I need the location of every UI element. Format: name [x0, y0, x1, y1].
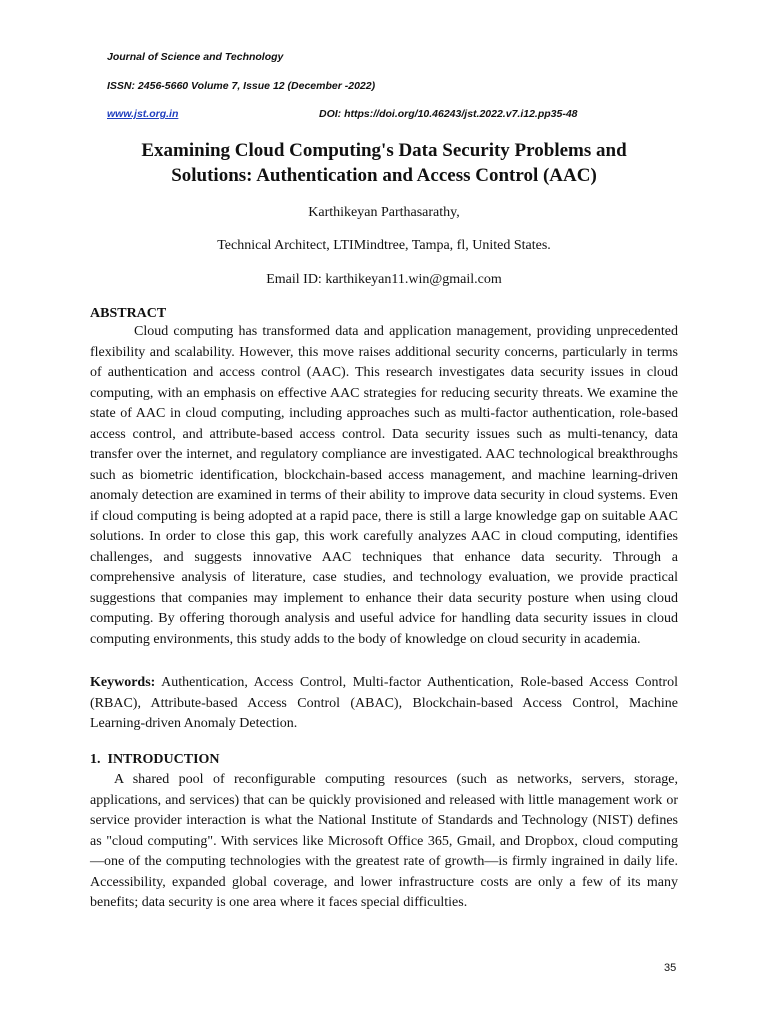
journal-name: Journal of Science and Technology — [107, 51, 284, 63]
issn-volume-info: ISSN: 2456-5660 Volume 7, Issue 12 (December -2022) — [107, 80, 376, 92]
paper-title — [60, 138, 708, 188]
author-email: Email ID: karthikeyan11.win@gmail.com — [266, 272, 502, 287]
abstract-heading: ABSTRACT — [90, 306, 167, 321]
introduction-text: A shared pool of reconfigurable computing resources (such as networks, servers, storage, applications, and services) that can be quickly provisioned and released with little management work or service provider interaction is what the National Institute of Standards and Technology (NIST) defines as "cloud computing". With services like Microsoft Office 365, Gmail, and Dropbox, cloud computing—one of the computing technologies with the greatest rate of growth—is firmly ingrained in daily life. Accessibility, expanded global coverage, and lower infrastructure costs are only a few of its many benefits; data security is one area where it faces special difficulties. — [90, 772, 678, 910]
author-affiliation: Technical Architect, LTIMindtree, Tampa, fl, United States. — [217, 238, 551, 253]
journal-website-link[interactable]: www.jst.org.in — [107, 108, 179, 120]
page-number: 35 — [664, 962, 677, 974]
keywords-paragraph — [90, 673, 678, 735]
keywords-text: Authentication, Access Control, Multi-factor Authentication, Role-based Access Control (RBAC), Attribute-based Access Control (ABAC), Blockchain-based Access Control, Machine Learning-driven Anomaly Detection. — [90, 675, 678, 731]
title-line-2: Solutions: Authentication and Access Control (AAC) — [171, 165, 597, 186]
doi-info: DOI: https://doi.org/10.46243/jst.2022.v7.i12.pp35-48 — [319, 108, 578, 120]
title-line-1: Examining Cloud Computing's Data Security Problems and — [141, 140, 627, 161]
keywords-label: Keywords: — [90, 675, 156, 690]
introduction-heading: 1. INTRODUCTION — [90, 752, 220, 767]
author-name: Karthikeyan Parthasarathy, — [308, 205, 460, 220]
abstract-text: Cloud computing has transformed data and application management, providing unprecedented flexibility and scalability. However, this move raises additional security concerns, particularly in terms of authentication and access control (AAC). This research investigates data security issues in cloud computing, with an emphasis on effective AAC strategies for reducing security threats. We examine the state of AAC in cloud computing, including approaches such as multi-factor authentication, role-based access control, and attribute-based access control. Data security issues such as multi-tenancy, data transfer over the internet, and regulatory compliance are investigated. AAC technological breakthroughs such as biometric identification, blockchain-based access management, and machine learning-driven anomaly detection are examined in terms of their ability to improve data security in cloud systems. Even if cloud computing is being adopted at a rapid pace, there is still a large knowledge gap on suitable AAC solutions. In order to close this gap, this work carefully analyzes AAC in cloud computing, identifies challenges, and suggests innovative AAC techniques that enhance data security. Through a comprehensive analysis of literature, case studies, and technology evaluation, we provide practical suggestions that companies may implement to enhance their data security posture when using cloud computing. By offering thorough analysis and useful advice for handling data security issues in cloud computing environments, this study adds to the body of knowledge on cloud security in academia. — [90, 324, 678, 647]
